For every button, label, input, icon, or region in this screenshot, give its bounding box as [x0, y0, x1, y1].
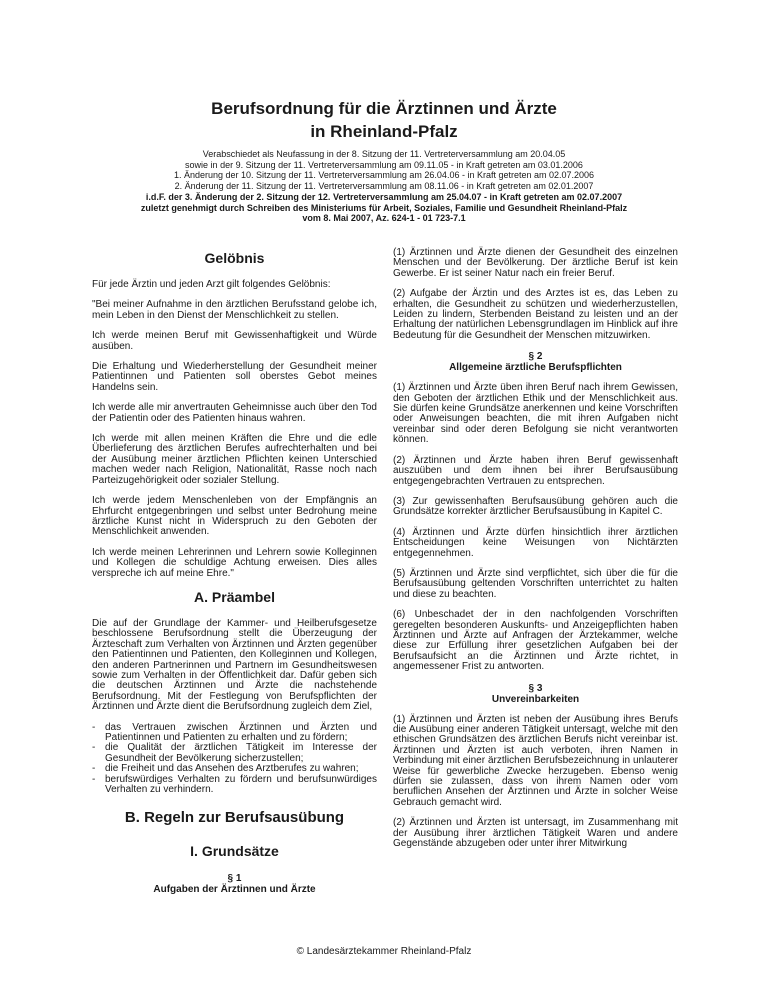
paragraph: Ich werde jedem Menschenleben von der Empfängnis an Ehrfurcht entgegenbringen und selbst unter Bedrohung meine ärztliche Kunst nicht in Widerspruch zu den Geboten der Menschlichkeit anwenden.	[92, 495, 377, 538]
goal-list-item	[92, 775, 377, 796]
paragraph: (1) Ärztinnen und Ärzte üben ihren Beruf nach ihrem Gewissen, den Geboten der ärztlichen Ethik und der Menschlichkeit aus. Sie dürfen keine Grundsätze anerkennen und keine Vorschriften oder Anweisungen beachten, die mit ihren Aufgaben nicht vereinbar sind oder deren Befolgung sie nicht verantworten können.	[393, 382, 678, 446]
paragraph: Ich werde meinen Beruf mit Gewissenhaftigkeit und Würde ausüben.	[92, 330, 377, 352]
amendment-history	[0, 149, 768, 224]
two-column-body	[92, 248, 678, 905]
title-line-2: in Rheinland-Pfalz	[310, 122, 458, 141]
left-column	[92, 248, 377, 905]
section-number: § 1	[227, 873, 242, 885]
paragraph: Ich werde meinen Lehrerinnen und Lehrern sowie Kolleginnen und Kollegen die schuldige Achtung erweisen. Dies alles verspreche ich auf meine Ehre."	[92, 546, 377, 579]
dash-bullet: -	[92, 773, 96, 785]
right-column	[393, 248, 678, 905]
history-line: sowie in der 9. Sitzung der 11. Vertreterversammlung am 09.11.05 - in Kraft getreten am 03.01.2006	[185, 159, 583, 170]
paragraph: Die Erhaltung und Wiederherstellung der Gesundheit meiner Patientinnen und Patienten soll oberstes Gebot meines Handelns sein.	[92, 361, 377, 393]
paragraph: "Bei meiner Aufnahme in den ärztlichen Berufsstand gelobe ich, mein Leben in den Dienst der Menschlichkeit zu stellen.	[92, 299, 377, 321]
section-title: Aufgaben der Ärztinnen und Ärzte	[153, 884, 316, 896]
praeambel-heading: A. Präambel	[194, 588, 275, 605]
paragraph: (5) Ärztinnen und Ärzte sind verpflichtet, sich über die für die Berufsausübung geltenden Vorschriften unterrichtet zu halten und diese zu beachten.	[393, 567, 678, 600]
copyright-notice: © Landesärztekammer Rheinland-Pfalz	[296, 946, 472, 957]
paragraph: (6) Unbeschadet der in den nachfolgenden Vorschriften geregelten besonderen Auskunfts- und Anzeigepflichten haben Ärztinnen und Ärzte auf Anfragen der Ärztekammer, welche diese zur Erfüllung ihrer gesetzlichen Aufgaben bei der Berufsaufsicht an die Ärztinnen und Ärzte richtet, in angemessener Frist zu antworten.	[393, 609, 678, 673]
dash-bullet: -	[92, 721, 96, 733]
section-2-heading	[393, 351, 678, 373]
title-line-1: Berufsordnung für die Ärztinnen und Ärzte	[211, 99, 557, 118]
paragraph: Ich werde alle mir anvertrauten Geheimnisse auch über den Tod der Patientin oder des Patienten hinaus wahren.	[92, 402, 377, 424]
section-title: Unvereinbarkeiten	[491, 693, 580, 705]
geloebnis-heading: Gelöbnis	[204, 250, 265, 266]
section-b-heading: B. Regeln zur Berufsausübung	[124, 809, 345, 827]
goal-list	[92, 723, 377, 796]
history-line: 2. Änderung der 11. Sitzung der 11. Vertreterversammlung am 08.11.06 - in Kraft getreten am 02.01.2007	[174, 181, 594, 192]
goal-list-item	[92, 723, 377, 744]
paragraph: (2) Ärztinnen und Ärzten ist untersagt, im Zusammenhang mit der Ausübung ihrer ärztlichen Tätigkeit Waren und andere Gegenstände abzugeben oder unter ihrer Mitwirkung	[393, 817, 678, 850]
dash-bullet: -	[92, 742, 96, 754]
goal-text: die Freiheit und das Ansehen des Arztberufes zu wahren;	[105, 763, 359, 775]
paragraph: (4) Ärztinnen und Ärzte dürfen hinsichtlich ihrer ärztlichen Entscheidungen keine Weisungen von Nichtärzten entgegennehmen.	[393, 526, 678, 559]
section-3-heading	[393, 683, 678, 705]
paragraph: Ich werde mit allen meinen Kräften die Ehre und die edle Überlieferung des ärztlichen Berufes aufrechterhalten und bei der Ausübung meiner ärztlichen Pflichten keinen Unterschied machen weder nach Religion, Nationalität, Rasse noch nach Parteizugehörigkeit oder sozialer Stellung.	[92, 433, 377, 486]
paragraph: (3) Zur gewissenhaften Berufsausübung gehören auch die Grundsätze korrekter ärztlicher Berufsausübung in Kapitel C.	[393, 495, 678, 518]
paragraph: Für jede Ärztin und jeden Arzt gilt folgendes Gelöbnis:	[92, 279, 331, 290]
paragraph: Die auf der Grundlage der Kammer- und Heilberufsgesetze beschlossene Berufsordnung stellt die Überzeugung der Ärzteschaft zum Verhalten von Ärztinnen und Ärzten gegenüber den Patientinnen und Patienten, den Kolleginnen und Kollegen, den anderen Partnerinnen und Partnern im Gesundheitswesen sowie zum Verhalten in der Öffentlichkeit dar. Dafür geben sich die deutschen Ärztinnen und Ärzte die nachstehende Berufsordnung. Mit der Festlegung von Berufspflichten der Ärztinnen und Ärzte dient die Berufsordnung zugleich dem Ziel,	[92, 617, 377, 713]
history-line: 1. Änderung der 10. Sitzung der 11. Vertreterversammlung am 26.04.06 - in Kraft getreten am 02.07.2006	[173, 170, 595, 181]
paragraph: (1) Ärztinnen und Ärzten ist neben der Ausübung ihres Berufs die Ausübung einer anderen Tätigkeit untersagt, welche mit den ethischen Grundsätzen des ärztlichen Berufs nicht vereinbar ist. Ärztinnen und Ärzten ist auch verboten, ihren Namen in Verbindung mit einer ärztlichen Berufsbezeichnung in unlauterer Weise für gewerbliche Zwecke herzugeben. Ebenso wenig dürfen sie zulassen, dass von ihrem Namen oder vom beruflichen Ansehen der Ärztinnen und Ärzte in solcher Weise Gebrauch gemacht wird.	[393, 713, 678, 808]
chapter-1-heading: I. Grundsätze	[190, 843, 279, 860]
dash-bullet: -	[92, 763, 96, 775]
paragraph: (1) Ärztinnen und Ärzte dienen der Gesundheit des einzelnen Menschen und der Bevölkerung. Der ärztliche Beruf ist kein Gewerbe. Er ist seiner Natur nach ein freier Beruf.	[393, 247, 678, 279]
section-title: Allgemeine ärztliche Berufspflichten	[449, 362, 622, 374]
paragraph: (2) Ärztinnen und Ärzte haben ihren Beruf gewissenhaft auszuüben und dem ihnen bei ihrer Berufsausübung entgegengebrachten Vertrauen zu entsprechen.	[393, 454, 678, 487]
goal-text: das Vertrauen zwischen Ärztinnen und Ärzten und Patientinnen und Patienten zu erhalten und zu fördern;	[105, 721, 377, 743]
document-title	[0, 97, 768, 143]
section-number: § 2	[528, 351, 543, 363]
goal-text: die Qualität der ärztlichen Tätigkeit im Interesse der Gesundheit der Bevölkerung sicherzustellen;	[105, 742, 377, 764]
history-line-bold: i.d.F. der 3. Änderung der 2. Sitzung der 12. Vertreterversammlung am 25.04.07 - in Kraft getreten am 02.07.2007	[145, 191, 623, 202]
goal-list-item	[92, 743, 377, 764]
section-1-heading	[92, 873, 377, 895]
history-line: Verabschiedet als Neufassung in der 8. Sitzung der 11. Vertreterversammlung am 20.04.05	[202, 149, 566, 159]
goal-text: berufswürdiges Verhalten zu fördern und berufsunwürdiges Verhalten zu verhindern.	[105, 773, 377, 796]
section-number: § 3	[528, 682, 543, 694]
paragraph: (2) Aufgabe der Ärztin und des Arztes ist es, das Leben zu erhalten, die Gesundheit zu schützen und wiederherzustellen, Leiden zu lindern, Sterbenden Beistand zu leisten und an der Erhaltung der natürlichen Lebensgrundlagen im Hinblick auf ihre Bedeutung für die Gesundheit der Menschen mitzuwirken.	[393, 288, 678, 341]
history-line-bold: zuletzt genehmigt durch Schreiben des Ministeriums für Arbeit, Soziales, Familie und Gesundheit Rheinland-Pfalz	[140, 202, 628, 213]
history-line-bold: vom 8. Mai 2007, Az. 624-1 - 01 723-7.1	[302, 213, 466, 224]
